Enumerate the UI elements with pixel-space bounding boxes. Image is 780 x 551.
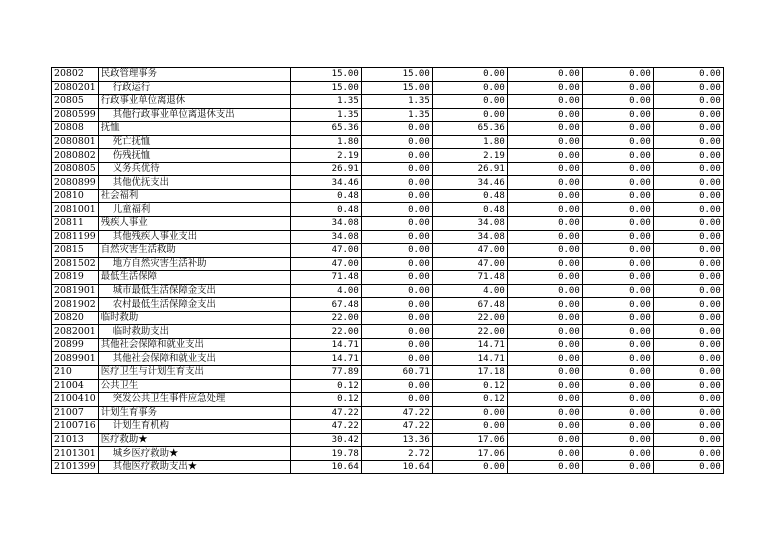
amount-cell: 2.72: [361, 447, 432, 461]
account-code-cell: 2081199: [52, 230, 99, 244]
account-code-cell: 20811: [52, 217, 99, 231]
table-row: [52, 122, 724, 136]
amount-cell: 0.00: [582, 433, 653, 447]
amount-cell: 0.00: [582, 257, 653, 271]
account-name-cell: 计划生育事务: [98, 406, 290, 420]
amount-cell: 0.12: [290, 393, 361, 407]
amount-cell: 67.48: [432, 298, 507, 312]
amount-cell: 0.00: [361, 338, 432, 352]
amount-cell: 65.36: [432, 122, 507, 136]
amount-cell: 0.00: [653, 271, 723, 285]
amount-cell: 0.00: [582, 176, 653, 190]
amount-cell: 0.00: [361, 135, 432, 149]
amount-cell: 0.00: [582, 108, 653, 122]
amount-cell: 0.00: [653, 217, 723, 231]
amount-cell: 0.00: [653, 311, 723, 325]
account-name-cell: 医疗救助★: [98, 433, 290, 447]
amount-cell: 34.08: [290, 217, 361, 231]
amount-cell: 1.35: [290, 108, 361, 122]
amount-cell: 0.00: [361, 230, 432, 244]
account-name-cell: 义务兵优待: [98, 162, 290, 176]
amount-cell: 0.00: [653, 203, 723, 217]
amount-cell: 0.00: [507, 68, 582, 82]
amount-cell: 0.00: [361, 217, 432, 231]
amount-cell: 0.00: [582, 149, 653, 163]
amount-cell: 0.00: [653, 108, 723, 122]
account-name-cell: 死亡抚恤: [98, 135, 290, 149]
account-name-cell: 地方自然灾害生活补助: [98, 257, 290, 271]
amount-cell: 0.00: [361, 203, 432, 217]
amount-cell: 0.00: [507, 217, 582, 231]
amount-cell: 0.00: [507, 108, 582, 122]
amount-cell: 0.00: [507, 162, 582, 176]
amount-cell: 0.00: [582, 298, 653, 312]
table-row: [52, 447, 724, 461]
table-row: [52, 95, 724, 109]
amount-cell: 0.00: [361, 257, 432, 271]
account-code-cell: 20805: [52, 95, 99, 109]
account-code-cell: 20810: [52, 189, 99, 203]
table-row: [52, 433, 724, 447]
amount-cell: 14.71: [432, 338, 507, 352]
amount-cell: 47.22: [361, 420, 432, 434]
account-code-cell: 2082001: [52, 325, 99, 339]
amount-cell: 26.91: [432, 162, 507, 176]
amount-cell: 2.19: [432, 149, 507, 163]
account-code-cell: 2080801: [52, 135, 99, 149]
amount-cell: 0.00: [582, 244, 653, 258]
account-code-cell: 210: [52, 366, 99, 380]
amount-cell: 15.00: [290, 68, 361, 82]
amount-cell: 0.00: [507, 366, 582, 380]
account-name-cell: 自然灾害生活救助: [98, 244, 290, 258]
amount-cell: 34.08: [290, 230, 361, 244]
amount-cell: 0.00: [432, 81, 507, 95]
amount-cell: 0.00: [653, 338, 723, 352]
amount-cell: 0.00: [582, 338, 653, 352]
amount-cell: 0.00: [507, 393, 582, 407]
amount-cell: 0.00: [582, 406, 653, 420]
amount-cell: 34.08: [432, 230, 507, 244]
amount-cell: 0.00: [582, 420, 653, 434]
amount-cell: 0.12: [432, 393, 507, 407]
amount-cell: 71.48: [432, 271, 507, 285]
amount-cell: 47.00: [290, 244, 361, 258]
amount-cell: 0.00: [432, 108, 507, 122]
amount-cell: 0.00: [653, 135, 723, 149]
amount-cell: 0.48: [432, 189, 507, 203]
account-code-cell: 2080899: [52, 176, 99, 190]
account-name-cell: 城市最低生活保障金支出: [98, 284, 290, 298]
amount-cell: 0.00: [507, 311, 582, 325]
amount-cell: 0.12: [290, 379, 361, 393]
table-row: [52, 338, 724, 352]
table-row: [52, 366, 724, 380]
amount-cell: 0.00: [653, 81, 723, 95]
account-name-cell: 抚恤: [98, 122, 290, 136]
account-name-cell: 临时救助支出: [98, 325, 290, 339]
table-row: [52, 68, 724, 82]
amount-cell: 0.00: [582, 68, 653, 82]
amount-cell: 0.00: [432, 95, 507, 109]
account-code-cell: 20802: [52, 68, 99, 82]
table-row: [52, 379, 724, 393]
amount-cell: 0.00: [361, 298, 432, 312]
amount-cell: 0.00: [582, 460, 653, 474]
account-name-cell: 其他社会保障和就业支出: [98, 352, 290, 366]
amount-cell: 0.00: [653, 393, 723, 407]
account-name-cell: 其他优抚支出: [98, 176, 290, 190]
amount-cell: 0.00: [582, 393, 653, 407]
account-code-cell: 2080201: [52, 81, 99, 95]
account-name-cell: 民政管理事务: [98, 68, 290, 82]
amount-cell: 0.00: [507, 257, 582, 271]
table-body: [52, 68, 724, 474]
amount-cell: 0.00: [582, 162, 653, 176]
amount-cell: 0.00: [361, 379, 432, 393]
account-code-cell: 2100716: [52, 420, 99, 434]
amount-cell: 0.00: [507, 420, 582, 434]
amount-cell: 22.00: [290, 311, 361, 325]
amount-cell: 0.00: [582, 325, 653, 339]
amount-cell: 0.00: [582, 189, 653, 203]
amount-cell: 1.80: [432, 135, 507, 149]
table-row: [52, 311, 724, 325]
amount-cell: 1.35: [361, 108, 432, 122]
amount-cell: 0.00: [653, 433, 723, 447]
amount-cell: 0.00: [432, 420, 507, 434]
amount-cell: 4.00: [432, 284, 507, 298]
table-row: [52, 460, 724, 474]
table-row: [52, 162, 724, 176]
account-code-cell: 2101301: [52, 447, 99, 461]
account-code-cell: 20899: [52, 338, 99, 352]
account-name-cell: 社会福利: [98, 189, 290, 203]
table-row: [52, 420, 724, 434]
amount-cell: 0.00: [507, 325, 582, 339]
amount-cell: 47.22: [290, 420, 361, 434]
account-name-cell: 残疾人事业: [98, 217, 290, 231]
account-code-cell: 2089901: [52, 352, 99, 366]
amount-cell: 0.00: [653, 162, 723, 176]
amount-cell: 0.00: [582, 447, 653, 461]
account-name-cell: 行政运行: [98, 81, 290, 95]
account-name-cell: 医疗卫生与计划生育支出: [98, 366, 290, 380]
amount-cell: 2.19: [290, 149, 361, 163]
amount-cell: 0.00: [361, 162, 432, 176]
amount-cell: 0.48: [432, 203, 507, 217]
amount-cell: 0.00: [582, 203, 653, 217]
account-code-cell: 20808: [52, 122, 99, 136]
amount-cell: 22.00: [432, 325, 507, 339]
table-row: [52, 393, 724, 407]
amount-cell: 22.00: [432, 311, 507, 325]
table-row: [52, 149, 724, 163]
amount-cell: 0.00: [582, 284, 653, 298]
amount-cell: 0.00: [582, 366, 653, 380]
table-row: [52, 271, 724, 285]
amount-cell: 0.00: [507, 379, 582, 393]
amount-cell: 67.48: [290, 298, 361, 312]
amount-cell: 77.89: [290, 366, 361, 380]
amount-cell: 0.00: [582, 135, 653, 149]
amount-cell: 0.00: [361, 352, 432, 366]
amount-cell: 0.00: [507, 203, 582, 217]
table-row: [52, 203, 724, 217]
amount-cell: 0.48: [290, 203, 361, 217]
amount-cell: 0.00: [361, 189, 432, 203]
account-name-cell: 行政事业单位离退休: [98, 95, 290, 109]
amount-cell: 0.00: [432, 68, 507, 82]
amount-cell: 0.00: [507, 230, 582, 244]
amount-cell: 15.00: [361, 81, 432, 95]
amount-cell: 0.00: [507, 447, 582, 461]
amount-cell: 0.00: [507, 284, 582, 298]
amount-cell: 15.00: [290, 81, 361, 95]
amount-cell: 14.71: [290, 352, 361, 366]
account-name-cell: 临时救助: [98, 311, 290, 325]
amount-cell: 0.12: [432, 379, 507, 393]
amount-cell: 0.00: [653, 149, 723, 163]
amount-cell: 65.36: [290, 122, 361, 136]
amount-cell: 0.00: [653, 257, 723, 271]
amount-cell: 0.00: [361, 393, 432, 407]
amount-cell: 0.00: [432, 460, 507, 474]
amount-cell: 0.00: [507, 298, 582, 312]
account-code-cell: 2081902: [52, 298, 99, 312]
amount-cell: 0.00: [361, 149, 432, 163]
amount-cell: 14.71: [432, 352, 507, 366]
amount-cell: 0.00: [507, 271, 582, 285]
table-row: [52, 257, 724, 271]
amount-cell: 1.80: [290, 135, 361, 149]
account-name-cell: 其他行政事业单位离退休支出: [98, 108, 290, 122]
account-name-cell: 其他医疗救助支出★: [98, 460, 290, 474]
account-code-cell: 2100410: [52, 393, 99, 407]
account-code-cell: 20815: [52, 244, 99, 258]
amount-cell: 30.42: [290, 433, 361, 447]
table-row: [52, 217, 724, 231]
table-row: [52, 352, 724, 366]
amount-cell: 0.00: [361, 122, 432, 136]
amount-cell: 0.00: [582, 81, 653, 95]
amount-cell: 0.00: [507, 135, 582, 149]
amount-cell: 0.00: [582, 311, 653, 325]
amount-cell: 0.00: [507, 122, 582, 136]
amount-cell: 0.00: [582, 95, 653, 109]
amount-cell: 0.00: [507, 406, 582, 420]
amount-cell: 34.46: [290, 176, 361, 190]
amount-cell: 10.64: [361, 460, 432, 474]
table-row: [52, 406, 724, 420]
account-code-cell: 20820: [52, 311, 99, 325]
amount-cell: 0.00: [507, 149, 582, 163]
account-code-cell: 2081901: [52, 284, 99, 298]
account-name-cell: 公共卫生: [98, 379, 290, 393]
amount-cell: 0.00: [507, 433, 582, 447]
amount-cell: 0.00: [653, 230, 723, 244]
amount-cell: 0.00: [653, 284, 723, 298]
account-code-cell: 21013: [52, 433, 99, 447]
amount-cell: 0.00: [653, 298, 723, 312]
amount-cell: 14.71: [290, 338, 361, 352]
amount-cell: 47.22: [361, 406, 432, 420]
amount-cell: 60.71: [361, 366, 432, 380]
table-row: [52, 325, 724, 339]
table-row: [52, 108, 724, 122]
amount-cell: 0.00: [507, 460, 582, 474]
amount-cell: 10.64: [290, 460, 361, 474]
amount-cell: 0.00: [361, 325, 432, 339]
table-row: [52, 81, 724, 95]
amount-cell: 0.00: [507, 189, 582, 203]
amount-cell: 0.00: [507, 338, 582, 352]
amount-cell: 0.00: [653, 447, 723, 461]
amount-cell: 0.00: [361, 271, 432, 285]
table-row: [52, 284, 724, 298]
amount-cell: 0.00: [361, 311, 432, 325]
budget-expenditure-table: [51, 67, 724, 474]
amount-cell: 0.00: [582, 217, 653, 231]
account-code-cell: 2080802: [52, 149, 99, 163]
table-row: [52, 230, 724, 244]
account-code-cell: 2081502: [52, 257, 99, 271]
amount-cell: 47.00: [290, 257, 361, 271]
amount-cell: 0.00: [653, 406, 723, 420]
amount-cell: 0.00: [507, 176, 582, 190]
amount-cell: 0.00: [653, 176, 723, 190]
amount-cell: 0.00: [507, 81, 582, 95]
account-name-cell: 突发公共卫生事件应急处理: [98, 393, 290, 407]
amount-cell: 0.00: [432, 406, 507, 420]
account-code-cell: 2081001: [52, 203, 99, 217]
amount-cell: 34.08: [432, 217, 507, 231]
amount-cell: 34.46: [432, 176, 507, 190]
table-row: [52, 176, 724, 190]
account-code-cell: 20819: [52, 271, 99, 285]
account-code-cell: 21004: [52, 379, 99, 393]
table-row: [52, 298, 724, 312]
amount-cell: 26.91: [290, 162, 361, 176]
amount-cell: 0.00: [653, 68, 723, 82]
amount-cell: 0.00: [653, 325, 723, 339]
account-name-cell: 伤残抚恤: [98, 149, 290, 163]
amount-cell: 22.00: [290, 325, 361, 339]
account-code-cell: 21007: [52, 406, 99, 420]
account-code-cell: 2101399: [52, 460, 99, 474]
amount-cell: 0.00: [582, 379, 653, 393]
amount-cell: 0.00: [582, 271, 653, 285]
amount-cell: 0.00: [653, 420, 723, 434]
amount-cell: 17.06: [432, 433, 507, 447]
amount-cell: 0.00: [653, 189, 723, 203]
account-name-cell: 最低生活保障: [98, 271, 290, 285]
amount-cell: 0.00: [582, 122, 653, 136]
amount-cell: 0.00: [582, 352, 653, 366]
account-name-cell: 其他社会保障和就业支出: [98, 338, 290, 352]
amount-cell: 0.00: [361, 284, 432, 298]
amount-cell: 1.35: [290, 95, 361, 109]
amount-cell: 71.48: [290, 271, 361, 285]
account-name-cell: 城乡医疗救助★: [98, 447, 290, 461]
table-row: [52, 189, 724, 203]
amount-cell: 0.00: [507, 95, 582, 109]
table-row: [52, 135, 724, 149]
amount-cell: 17.06: [432, 447, 507, 461]
amount-cell: 0.00: [653, 460, 723, 474]
account-code-cell: 2080599: [52, 108, 99, 122]
amount-cell: 47.00: [432, 244, 507, 258]
amount-cell: 0.00: [653, 379, 723, 393]
amount-cell: 0.00: [653, 95, 723, 109]
amount-cell: 0.00: [653, 122, 723, 136]
amount-cell: 0.00: [653, 352, 723, 366]
amount-cell: 15.00: [361, 68, 432, 82]
account-name-cell: 其他残疾人事业支出: [98, 230, 290, 244]
amount-cell: 0.00: [653, 366, 723, 380]
account-name-cell: 儿童福利: [98, 203, 290, 217]
amount-cell: 0.00: [582, 230, 653, 244]
account-code-cell: 2080805: [52, 162, 99, 176]
amount-cell: 19.78: [290, 447, 361, 461]
amount-cell: 0.00: [653, 244, 723, 258]
amount-cell: 47.22: [290, 406, 361, 420]
amount-cell: 1.35: [361, 95, 432, 109]
table-row: [52, 244, 724, 258]
amount-cell: 0.00: [361, 176, 432, 190]
amount-cell: 0.00: [361, 244, 432, 258]
amount-cell: 0.00: [507, 352, 582, 366]
account-name-cell: 农村最低生活保障金支出: [98, 298, 290, 312]
amount-cell: 4.00: [290, 284, 361, 298]
amount-cell: 0.00: [507, 244, 582, 258]
amount-cell: 17.18: [432, 366, 507, 380]
amount-cell: 47.00: [432, 257, 507, 271]
amount-cell: 13.36: [361, 433, 432, 447]
amount-cell: 0.48: [290, 189, 361, 203]
account-name-cell: 计划生育机构: [98, 420, 290, 434]
